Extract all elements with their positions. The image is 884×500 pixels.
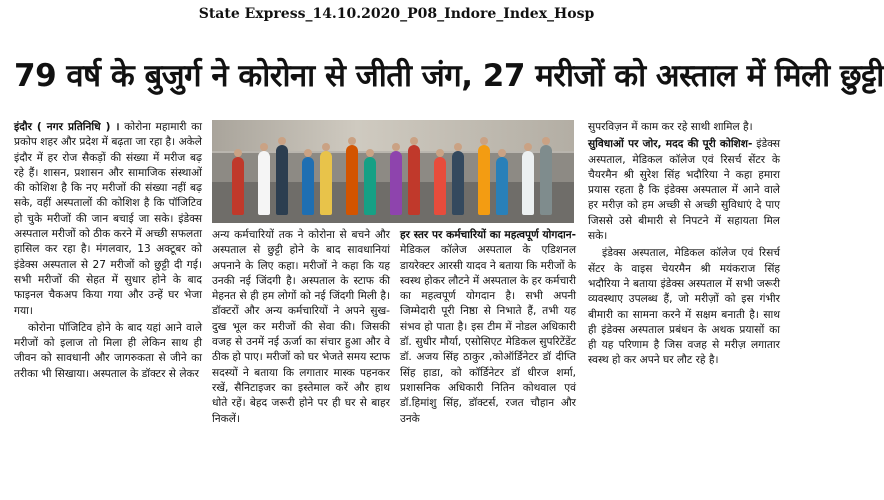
photo-person <box>364 157 376 215</box>
photo-person-head <box>260 143 268 151</box>
col1-paragraph-1: कोरोना महामारी का प्रकोप शहर और प्रदेश में बढ़ता जा रहा है। अकेले इंदौर में हर रोज सैकड़ों की संख्या में मरीज बढ़ रहे हैं। शासन, प्रशासन और सामाजिक संस्थाओं की कोशिश है कि नए मरीजों की संख्या नहीं बढ़ सके, वहीं अस्पतालों की कोशिश है कि पॉजिटिव हो चुके मरीजों की जान बचाई जा सके। इंडेक्स अस्पताल मरीजों को ठीक करने में अच्छी सफलता हासिल कर रहा है। मंगलवार, 13 अक्टूबर को इंडेक्स अस्पताल से 27 मरीजों को छुट्टी दी गई। सभी मरीजों की सेहत में सुधार होने के बाद फाइनल चैकअप किया गया और उन्हें घर भेजा गया। <box>14 121 202 317</box>
photo-person <box>346 145 358 215</box>
photo-person-head <box>348 137 356 145</box>
photo-person-head <box>234 149 242 157</box>
photo-person-head <box>304 149 312 157</box>
photo-person <box>276 145 288 215</box>
dateline: इंदौर ( नगर प्रतिनिधि ) । <box>14 121 120 133</box>
article-column-3 <box>400 228 576 490</box>
col4-paragraph-2: इंडेक्स अस्पताल, मेडिकल कॉलेज एवं रिसर्च सेंटर के वाइस चेयरमैन श्री मयंकराज सिंह भदौरिया ने बताया इंडेक्स अस्पताल में सभी जरूरी व्यवस्थाए उपलब्ध हैं, जो मरीज़ों को इस गंभीर बीमारी का सामना करने में सक्षम बनाती है। साथ ही इंडेक्स अस्पताल प्रबंधन के अथक प्रयासों का ही यह परिणाम है जिस वजह से मरीज़ लगातार स्वस्थ हो कर अपने घर लौट रहे है। <box>588 247 780 367</box>
headline: 79 वर्ष के बुजुर्ग ने कोरोना से जीती जंग, 27 मरीजों को अस्ताल में मिली छुट्टी <box>14 58 884 94</box>
photo-person-head <box>322 143 330 151</box>
photo-person-head <box>542 137 550 145</box>
photo-person <box>522 151 534 215</box>
photo-person <box>232 157 244 215</box>
col4-paragraph-1: इंडेक्स अस्पताल, मेडिकल कॉलेज एवं रिसर्च सेंटर के चैयरमैन श्री सुरेश सिंह भदौरिया ने कहा हमारा प्रयास रहता है कि इंडेक्स अस्पताल में आने वाले हर मरीज़ को हम अच्छी से अच्छी सुविधाएं दे पाए जिससे उसे बीमारी से निपटने में सहायता मिल सके। <box>588 138 781 243</box>
photo-person-head <box>498 149 506 157</box>
photo-person-head <box>436 149 444 157</box>
photo-person <box>434 157 446 215</box>
photo-person <box>258 151 270 215</box>
page-slug-header: State Express_14.10.2020_P08_Indore_Index_Hosp <box>198 6 595 22</box>
col4-subhead: सुविधाओं पर जोर, मदद की पूरी कोशिश- <box>588 138 753 151</box>
photo-person <box>452 151 464 215</box>
article-column-4 <box>588 120 780 490</box>
photo-person <box>390 151 402 215</box>
photo-person <box>478 145 490 215</box>
col3-paragraph-1: मेडिकल कॉलेज अस्पताल के एडिशनल डायरेक्टर आरसी यादव ने बताया कि मरीजों के स्वस्थ होकर लौटने में अस्पताल के हर कर्मचारी का महत्वपूर्ण योगदान है। सभी अपनी जिम्मेदारी पूरी निष्ठा से निभाते हैं, तभी यह संभव हो पाता है। इस टीम में नोडल अधिकारी डॉ. सुधीर मौर्या, एसोसिएट मेडिकल सुपरिटेंडेंट डॉ. अजय सिंह ठाकुर ,कोऑर्डिनेटर डॉ दीप्ति सिंह हाडा, को कॉर्डिनेटर डॉ धीरज शर्मा, प्रशासनिक अधिकारी नितिन कोथवाल एवं डॉ.हिमांशु सिंह, डॉक्टर्स, रजत चौहान और उनके <box>400 244 577 425</box>
col3-subhead: हर स्तर पर कर्मचारियों का महत्वपूर्ण योगदान- <box>400 229 576 241</box>
col1-paragraph-2: कोरोना पॉजिटिव होने के बाद यहां आने वाले मरीजों को इलाज तो मिला ही लेकिन साथ ही जीवन को सावधानी और जागरुकता से जीने का तरीका भी सिखाया। अस्पताल के डॉक्टर से लेकर <box>14 321 202 380</box>
photo-person-head <box>278 137 286 145</box>
photo-person <box>302 157 314 215</box>
photo-person-head <box>480 137 488 145</box>
photo-person-head <box>392 143 400 151</box>
col2-paragraph-1: अन्य कर्मचारियों तक ने कोरोना से बचने और अस्पताल से छुट्टी होने के बाद सावधानियां अपनाने के लिए कहा। मरीजों ने कहा कि यह उनकी नई जिंदगी है। अस्पताल के स्टाफ की मेहनत से ही हम लोगों को नई जिंदगी मिली है। डॉक्टरों और अन्य कर्मचारियों ने अपने सुख- दुख भूल कर मरीजों की सेवा की। जिसकी वजह से उनमें नई ऊर्जा का संचार हुआ और वे ठीक हो पाए। मरीजों को घर भेजते समय स्टाफ सदस्यों ने बताया कि लगातार मास्क पहनकर रखें, सैनिटाइजर का इस्तेमाल करें और हाथ धोते रहें। बेहद जरूरी होने पर ही घर से बाहर निकलें। <box>212 229 390 425</box>
photo-person-head <box>366 149 374 157</box>
photo-person <box>408 145 420 215</box>
photo-person <box>320 151 332 215</box>
photo-person-head <box>410 137 418 145</box>
photo-person-head <box>524 143 532 151</box>
col4-paragraph-0: सुपरविज़न में काम कर रहे साथी शामिल है। <box>588 121 753 133</box>
photo-person <box>496 157 508 215</box>
article-column-1 <box>14 120 202 490</box>
photo-person <box>540 145 552 215</box>
photo-person-head <box>454 143 462 151</box>
news-photo <box>212 120 574 223</box>
article-column-2 <box>212 228 390 490</box>
